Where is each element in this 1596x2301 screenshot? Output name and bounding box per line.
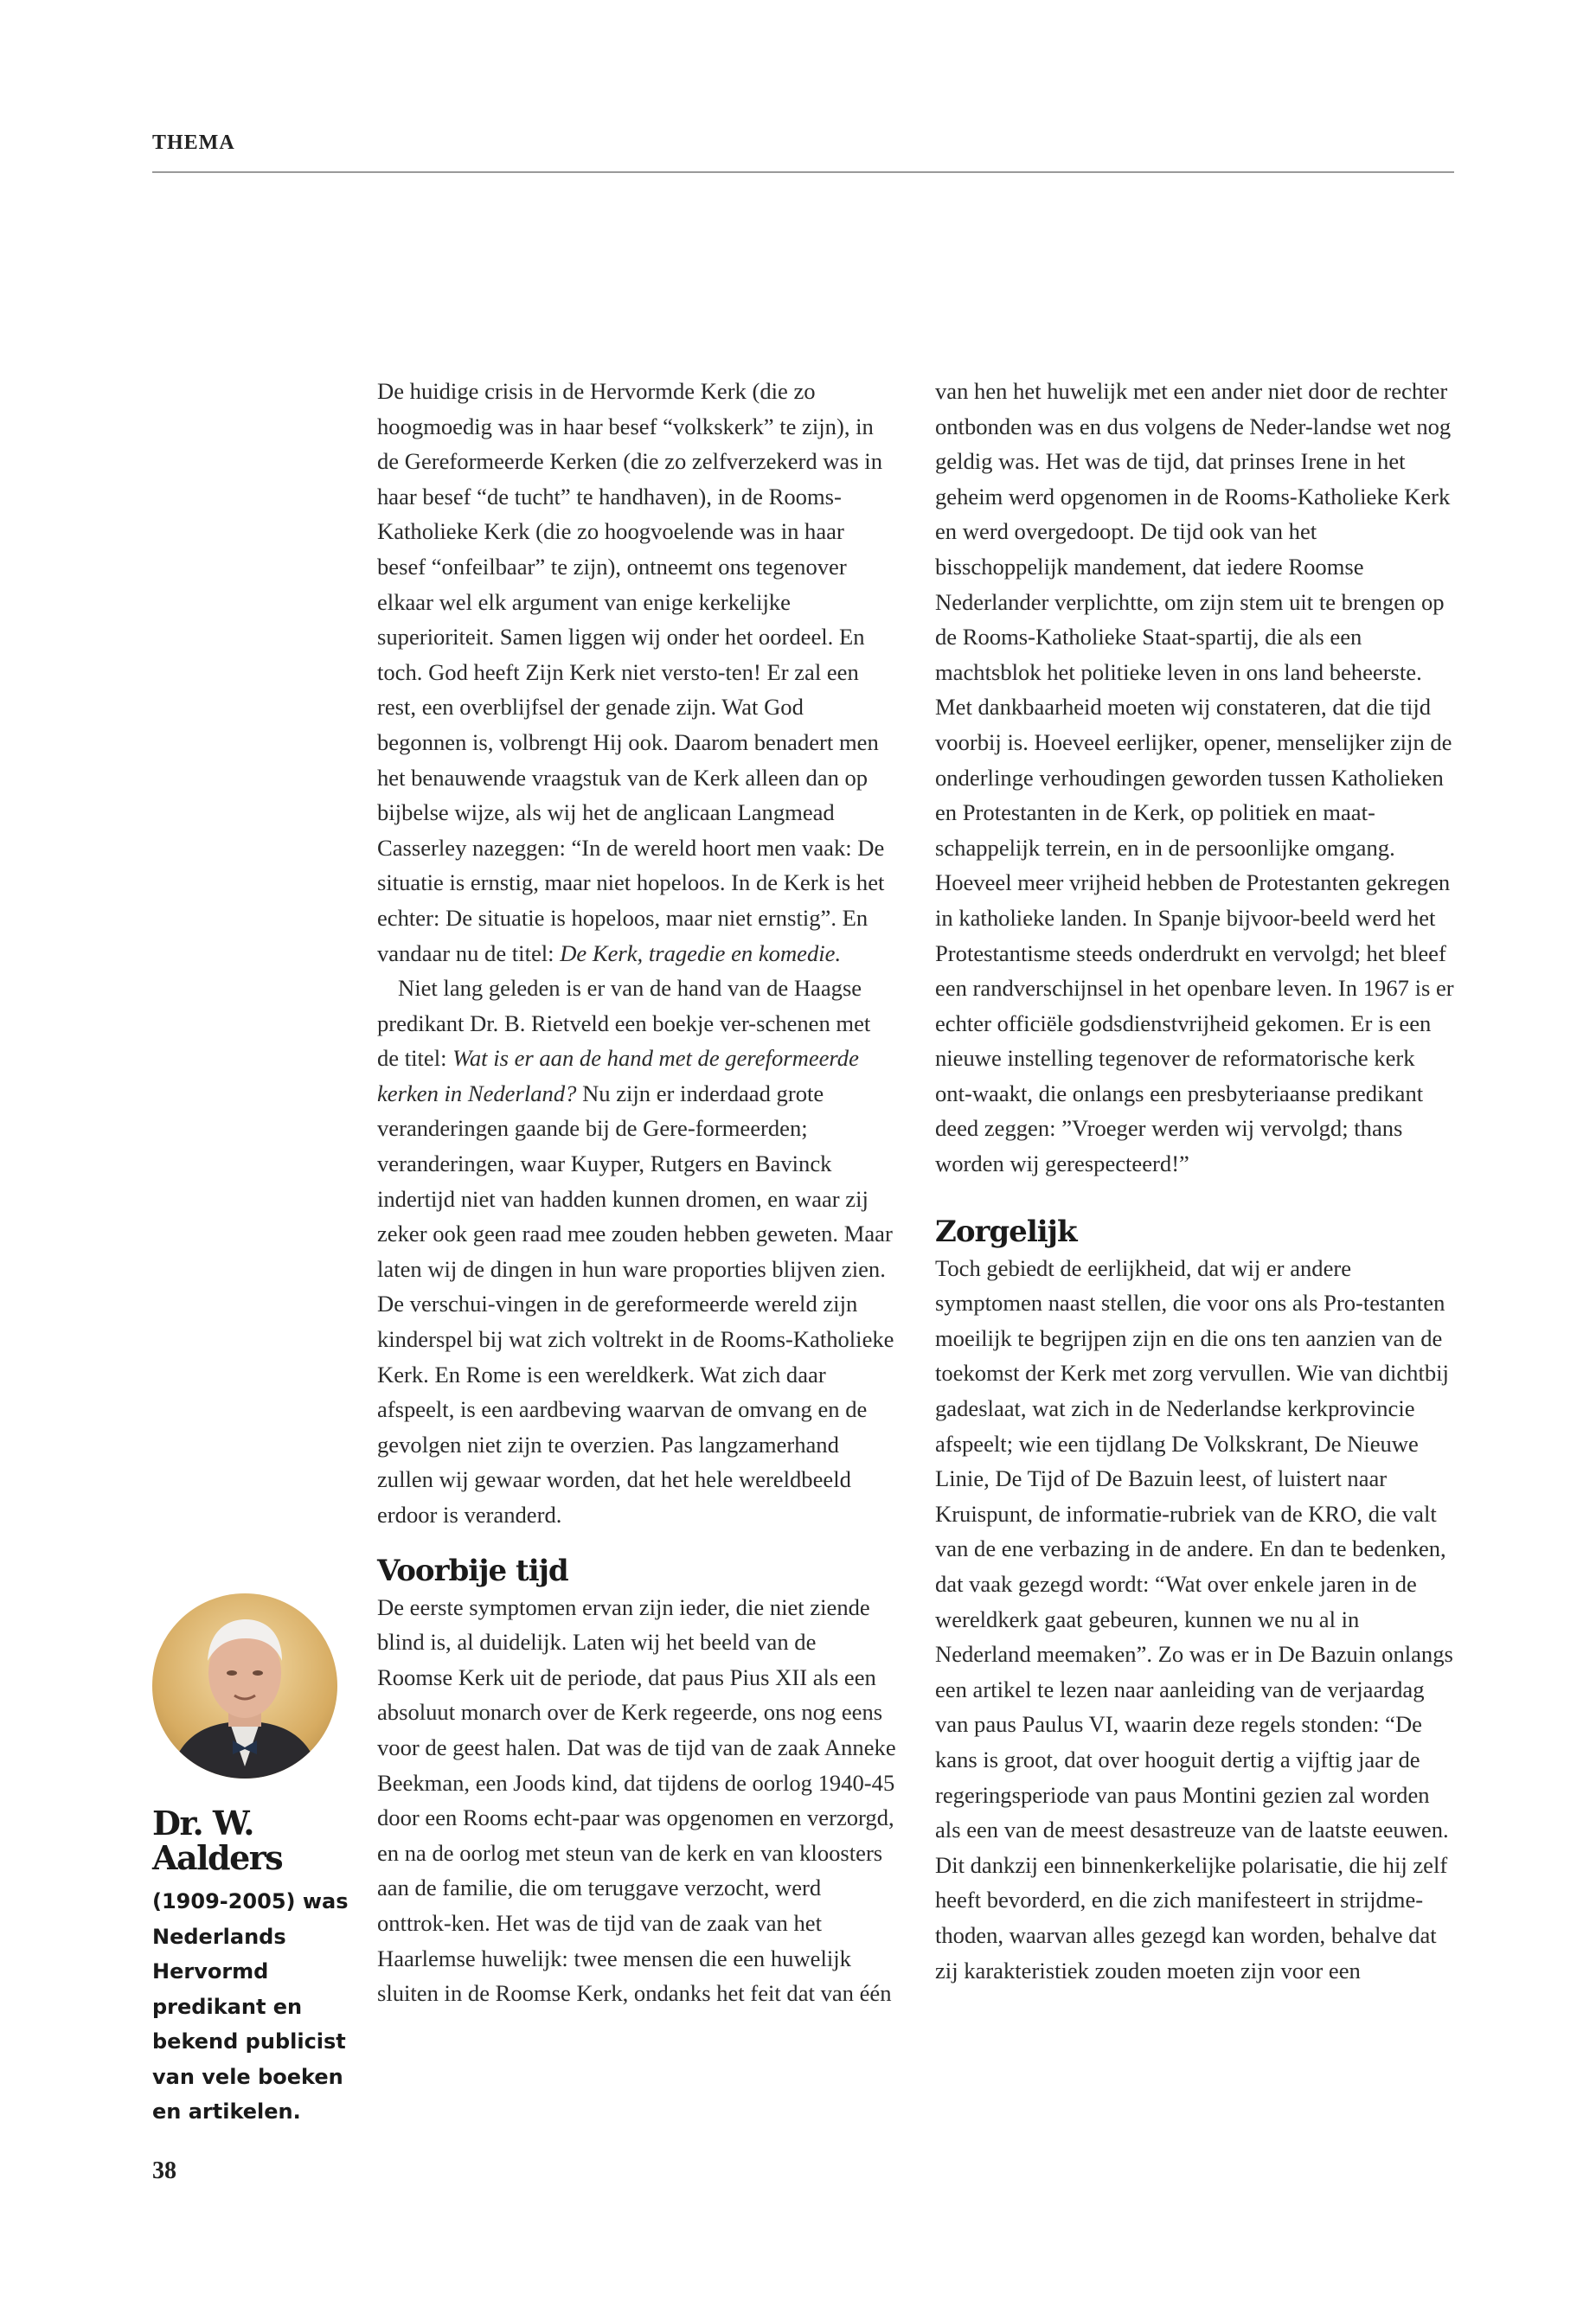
page-number: 38 [152,2157,176,2184]
section-heading: Voorbije tijd [377,1553,568,1588]
italic-title: De Kerk, tragedie en komedie. [560,939,842,966]
header-rule [152,171,1454,173]
paragraph: Niet lang geleden is er van de hand van de Haagse predikant Dr. B. Rietveld een boekje ver-schenen met de titel: Wat is er aan de hand met de gereformeerde kerken in Nederland? Nu zijn er inderdaad grote veranderingen gaande bij de Gere-formeerden; veranderingen, waar Kuyper, Rutgers en Bavinck indertijd niet van hadden kunnen dromen, en waar zij zeker ook geen raad mee zouden hebben geweten. Maar laten wij de dingen in hun ware proporties blijven zien. De verschui-vingen in de gereformeerde wereld zijn kinderspel bij wat zich voltrekt in de Rooms-Katholieke Kerk. En Rome is een wereldkerk. Wat zich daar afspeelt, is een aardbeving waarvan de omvang en de gevolgen niet zijn te overzien. Pas langzamerhand zullen wij gewaar worden, dat het hele wereldbeeld erdoor is veranderd. [377,975,894,1528]
caption-text: (1909-2005) was Nederlands Hervormd predikant en bekend publicist van vele boeken en artikelen. [152,1889,349,2124]
portrait-icon [152,1593,337,1779]
article-column-1 [377,374,896,2011]
portrait-photo [152,1593,337,1779]
paragraph: van hen het huwelijk met een ander niet door de rechter ontbonden was en dus volgens de Neder-landse wet nog geldig was. Het was de tijd, dat prinses Irene in het geheim werd opgenomen in de Rooms-Katholieke Kerk en werd overgedoopt. De tijd ook van het bisschoppelijk mandement, dat iedere Roomse Nederlander verplichtte, om zijn stem uit te brengen op de Rooms-Katholieke Staat-spartij, die als een machtsblok het politieke leven in ons land beheerste. Met dankbaarheid moeten wij constateren, dat die tijd voorbij is. Hoeveel eerlijker, opener, menselijker zijn de onderlinge verhoudingen geworden tussen Katholieken en Protestanten in de Kerk, op politiek en maat-schappelijk terrein, en in de persoonlijke omgang. Hoeveel meer vrijheid hebben de Protestanten gekregen in katholieke landen. In Spanje bijvoor-beeld werd het Protestantisme steeds onderdrukt en vervolgd; het bleef een randverschijnsel in het openbare leven. In 1967 is er echter officiële godsdienstvrijheid gekomen. Er is een nieuwe instelling tegenover de reformatorische kerk ont-waakt, die onlangs een presbyteriaanse predikant deed zeggen: ”Vroeger werden wij vervolgd; thans worden wij gerespecteerd!” [935,378,1454,1177]
section-heading: Zorgelijk [935,1214,1077,1249]
caption-name: Dr. W. Aalders [152,1804,283,1877]
italic-title: Wat is er aan de hand met de gereformeerde kerken in Nederland? [377,1045,859,1106]
article-column-2 [935,374,1454,1988]
paragraph: De eerste symptomen ervan zijn ieder, die niet ziende blind is, al duidelijk. Laten wij het beeld van de Roomse Kerk uit de periode, dat paus Pius XII als een absoluut monarch over de Kerk regeerde, ons nog eens voor de geest halen. Dat was de tijd van de zaak Anneke Beekman, een Joods kind, dat tijdens de oorlog 1940-45 door een Rooms echt-paar was opgenomen en verzorgd, en na de oorlog met steun van de kerk en van kloosters aan de familie, die om teruggave verzocht, werd onttrok-ken. Het was de tijd van de zaak van het Haarlemse huwelijk: twee mensen die een huwelijk sluiten in de Roomse Kerk, ondanks het feit dat van één [377,1593,896,2007]
section-label: THEMA [152,131,235,154]
paragraph: Toch gebiedt de eerlijkheid, dat wij er andere symptomen naast stellen, die voor ons als Pro-testanten moeilijk te begrijpen zijn en die ons ten aanzien van de toekomst der Kerk met zorg vervullen. Wie van dichtbij gadeslaat, wat zich in de Nederlandse kerkprovincie afspeelt; wie een tijdlang De Volkskrant, De Nieuwe Linie, De Tijd of De Bazuin leest, of luistert naar Kruispunt, de informatie-rubriek van de KRO, die valt van de ene verbazing in de andere. En dan te bedenken, dat vaak gezegd wordt: “Wat over enkele jaren in de wereldkerk gaat gebeuren, kunnen we nu al in Nederland meemaken”. Zo was er in De Bazuin onlangs een artikel te lezen naar aanleiding van de verjaardag van paus Paulus VI, waarin deze regels stonden: “De kans is groot, dat over hooguit dertig a vijftig jaar de regeringsperiode van paus Montini gezien zal worden als een van de meest desastreuze van de laatste eeuwen. Dit dankzij een binnenkerkelijke polarisatie, die hij zelf heeft bevorderd, en die zich manifesteert in strijdme-thoden, waarvan alles gezegd kan worden, behalve dat zij karakteristiek zouden moeten zijn voor een [935,1254,1453,1984]
paragraph: De huidige crisis in de Hervormde Kerk (die zo hoogmoedig was in haar besef “volkskerk” te zijn), in de Gereformeerde Kerken (die zo zelfverzekerd was in haar besef “de tucht” te handhaven), in de Rooms- Katholieke Kerk (die zo hoogvoelende was in haar besef “onfeilbaar” te zijn), ontneemt ons tegenover elkaar wel elk argument van enige kerkelijke superioriteit. Samen liggen wij onder het oordeel. En toch. God heeft Zijn Kerk niet versto-ten! Er zal een rest, een overblijfsel der genade zijn. Wat God begonnen is, volbrengt Hij ook. Daarom benadert men het benauwende vraagstuk van de Kerk alleen dan op bijbelse wijze, als wij het de anglicaan Langmead Casserley nazeggen: “In de wereld hoort men vaak: De situatie is ernstig, maar niet hopeloos. In de Kerk is het echter: De situatie is hopeloos, maar niet ernstig”. En vandaar nu de titel: De Kerk, tragedie en komedie. [377,378,885,966]
